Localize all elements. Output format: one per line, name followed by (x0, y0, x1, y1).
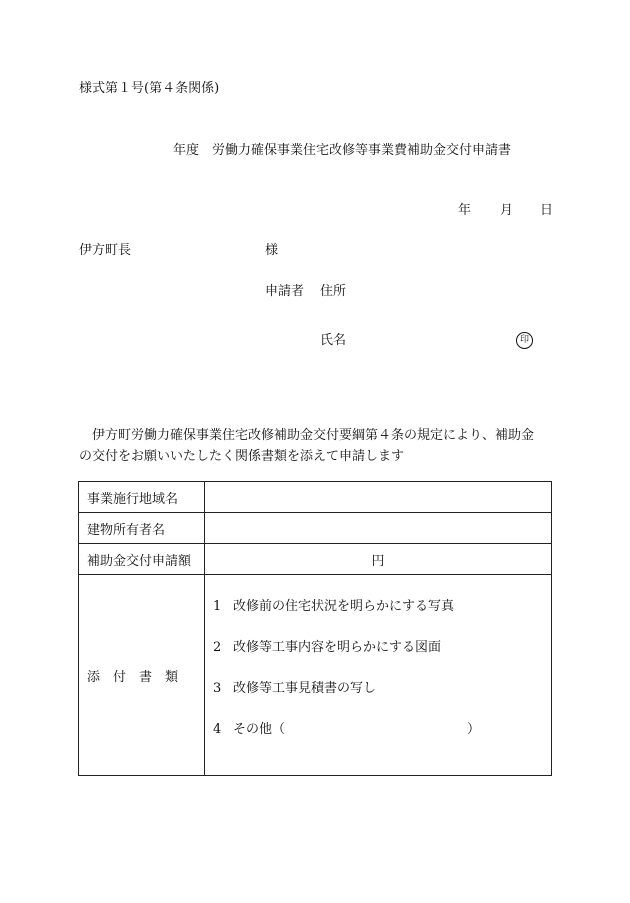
subsidy-amount-label: 補助金交付申請額 (79, 544, 205, 575)
project-area-label: 事業施行地域名 (79, 482, 205, 513)
seal-icon: 印 (516, 332, 533, 349)
table-row (79, 482, 552, 513)
building-owner-field[interactable] (205, 513, 552, 544)
date-year-label: 年 (458, 203, 472, 218)
table-row (79, 544, 552, 575)
addressee-honorific: 様 (265, 243, 279, 258)
list-item: 3 改修等工事見積書の写し (213, 681, 377, 696)
date-day-label: 日 (540, 203, 554, 218)
application-statement (79, 425, 559, 467)
list-item: 4 その他（ ） (213, 722, 481, 737)
subsidy-amount-field[interactable] (205, 544, 552, 575)
form-number: 様式第１号(第４条関係) (79, 81, 220, 96)
building-owner-label: 建物所有者名 (79, 513, 205, 544)
table-row (79, 513, 552, 544)
list-item: 2 改修等工事内容を明らかにする図面 (213, 640, 442, 655)
attachments-list (205, 575, 552, 776)
list-item: 1 改修前の住宅状況を明らかにする写真 (213, 599, 455, 614)
applicant-label: 申請者 (265, 284, 305, 299)
application-table (78, 481, 552, 776)
currency-unit: 円 (371, 553, 385, 569)
name-label: 氏名 (320, 333, 347, 348)
date-line (458, 204, 553, 217)
project-area-field[interactable] (205, 482, 552, 513)
document-title: 年度 労働力確保事業住宅改修等事業費補助金交付申請書 (173, 143, 512, 158)
address-label: 住所 (320, 284, 347, 299)
attachments-label: 添付書類 (79, 575, 205, 776)
addressee-name: 伊方町長 (79, 243, 132, 258)
statement-line-1: 伊方町労働力確保事業住宅改修補助金交付要綱第４条の規定により、補助金 (92, 428, 535, 443)
date-month-label: 月 (500, 203, 514, 218)
table-row (79, 575, 552, 776)
statement-line-2: の交付をお願いいたしたく関係書類を添えて申請します (79, 449, 405, 464)
